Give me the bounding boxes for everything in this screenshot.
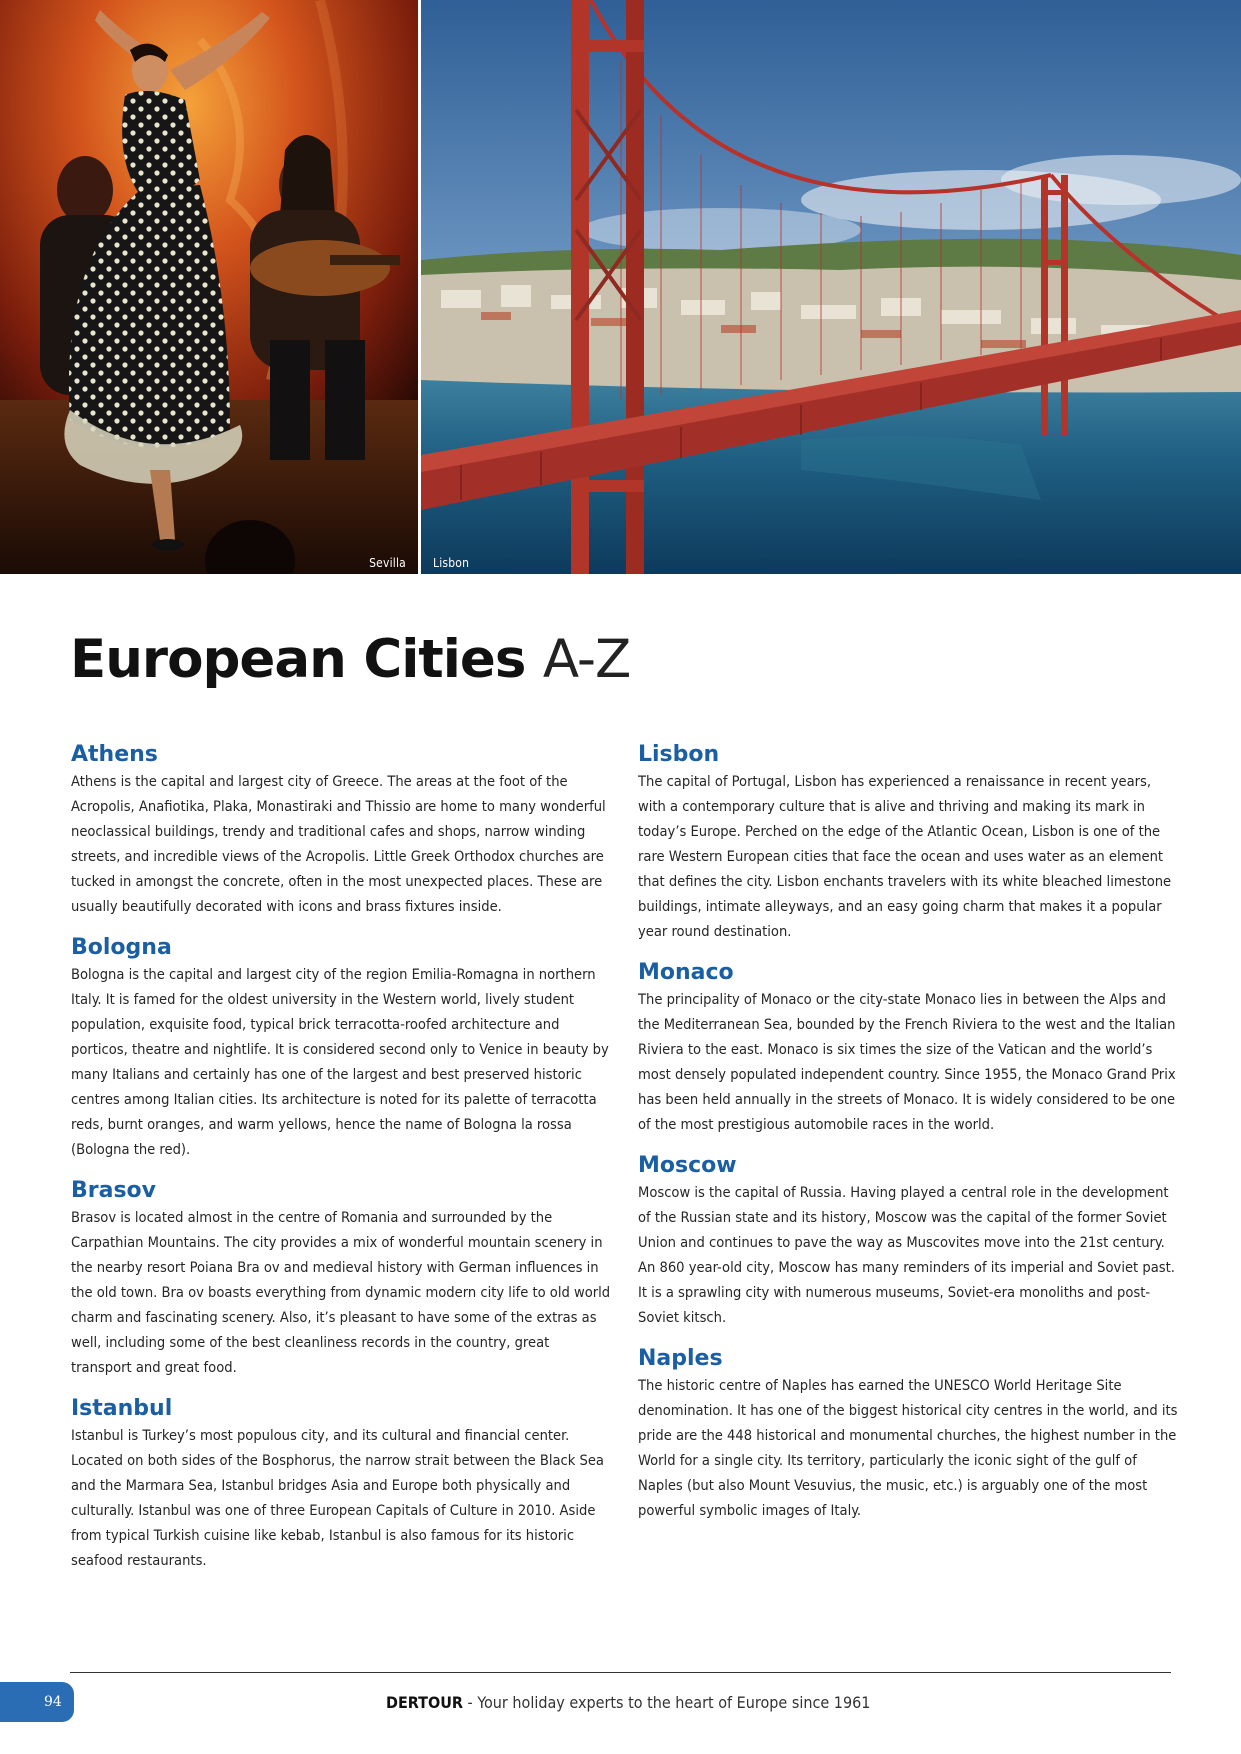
city-description: Bologna is the capital and largest city of the region Emilia-Romagna in northern Italy. It is famed for the oldest university in the Western world, lively student population, exquisite food, typical brick terracotta-roofed architecture and porticos, theatre and nightlife. It is considered second only to Venice in beauty by many Italians and certainly has one of the largest and best preserved historic centres among Italian cities. Its architecture is noted for its palette of terracotta reds, burnt oranges, and warm yellows, hence the name of Bologna la rossa (Bologna the red). <box>71 966 609 1158</box>
city-description: Istanbul is Turkey’s most populous city, and its cultural and financial center. Located on both sides of the Bosphorus, the narrow strait between the Black Sea and the Marmara Sea, Istanbul bridges Asia and Europe both physically and culturally. Istanbul was one of three European Capitals of Culture in 2010. Aside from typical Turkish cuisine like kebab, Istanbul is also famous for its historic seafood restaurants. <box>71 1427 604 1569</box>
city-entry-brasov <box>71 1178 611 1380</box>
city-entry-moscow <box>638 1153 1178 1330</box>
city-entry-istanbul <box>71 1396 611 1573</box>
city-entry-bologna <box>71 935 611 1162</box>
city-entry-monaco <box>638 960 1178 1137</box>
photo-caption-sevilla: Sevilla <box>369 556 406 570</box>
lisbon-bridge-image <box>421 0 1241 574</box>
city-description: The historic centre of Naples has earned the UNESCO World Heritage Site denomination. It has one of the biggest historical city centres in the world, and its pride are the 448 historical and monumental churches, the highest number in the World for a single city. Its territory, particularly the iconic sight of the gulf of Naples (but also Mount Vesuvius, the music, etc.) is arguably one of the most powerful symbolic images of Italy. <box>638 1377 1178 1519</box>
left-column <box>71 742 611 1589</box>
flamenco-dancer-image <box>0 0 418 574</box>
city-entry-lisbon <box>638 742 1178 944</box>
city-description: The principality of Monaco or the city-state Monaco lies in between the Alps and the Mediterranean Sea, bounded by the French Riviera to the west and the Italian Riviera to the east. Monaco is six times the size of the Vatican and the world’s most densely populated independent country. Since 1955, the Monaco Grand Prix has been held annually in the streets of Monaco. It is widely considered to be one of the most prestigious automobile races in the world. <box>638 991 1176 1133</box>
city-heading: Brasov <box>71 1178 157 1203</box>
footer-tagline <box>386 1693 870 1712</box>
city-heading: Athens <box>71 742 158 767</box>
city-heading: Naples <box>638 1346 723 1371</box>
city-heading: Istanbul <box>71 1396 173 1421</box>
city-entry-athens <box>71 742 611 919</box>
title-bold: European Cities <box>70 629 526 690</box>
page-number-tab: 94 <box>0 1682 74 1722</box>
footer-brand: DERTOUR <box>386 1693 463 1712</box>
page-title <box>70 630 630 690</box>
city-entry-naples <box>638 1346 1178 1523</box>
city-description: Athens is the capital and largest city of Greece. The areas at the foot of the Acropolis, Anafiotika, Plaka, Monastiraki and Thissio are home to many wonderful neoclassical buildings, trendy and traditional cafes and shops, narrow winding streets, and incredible views of the Acropolis. Little Greek Orthodox churches are tucked in amongst the concrete, often in the most unexpected places. These are usually beautifully decorated with icons and brass fixtures inside. <box>71 773 606 915</box>
city-heading: Monaco <box>638 960 734 985</box>
city-heading: Lisbon <box>638 742 720 767</box>
city-description: Moscow is the capital of Russia. Having played a central role in the development of the Russian state and its history, Moscow was the capital of the former Soviet Union and continues to pave the way as Muscovites move into the 21st century. An 860 year-old city, Moscow has many reminders of its imperial and Soviet past. It is a sprawling city with numerous museums, Soviet-era monoliths and post-Soviet kitsch. <box>638 1184 1175 1326</box>
city-heading: Moscow <box>638 1153 737 1178</box>
photo-caption-lisbon: Lisbon <box>433 556 470 570</box>
footer-slogan: - Your holiday experts to the heart of Europe since 1961 <box>462 1693 871 1712</box>
right-column <box>638 742 1178 1539</box>
city-description: The capital of Portugal, Lisbon has experienced a renaissance in recent years, with a contemporary culture that is alive and thriving and making its mark in today’s Europe. Perched on the edge of the Atlantic Ocean, Lisbon is one of the rare Western European cities that face the ocean and uses water as an element that defines the city. Lisbon enchants travelers with its white bleached limestone buildings, intimate alleyways, and an easy going charm that makes it a popular year round destination. <box>638 773 1172 940</box>
city-description: Brasov is located almost in the centre of Romania and surrounded by the Carpathian Mountains. The city provides a mix of wonderful mountain scenery in the nearby resort Poiana Bra ov and medieval history with German influences in the old town. Bra ov boasts everything from dynamic modern city life to old world charm and fascinating scenery. Also, it’s pleasant to have some of the extras as well, including some of the best cleanliness records in the country, great transport and great food. <box>71 1209 611 1376</box>
footer-divider <box>70 1672 1171 1673</box>
sevilla-flamenco-photo <box>0 0 418 574</box>
lisbon-bridge-photo <box>421 0 1241 574</box>
title-light: A-Z <box>542 629 631 690</box>
city-heading: Bologna <box>71 935 172 960</box>
